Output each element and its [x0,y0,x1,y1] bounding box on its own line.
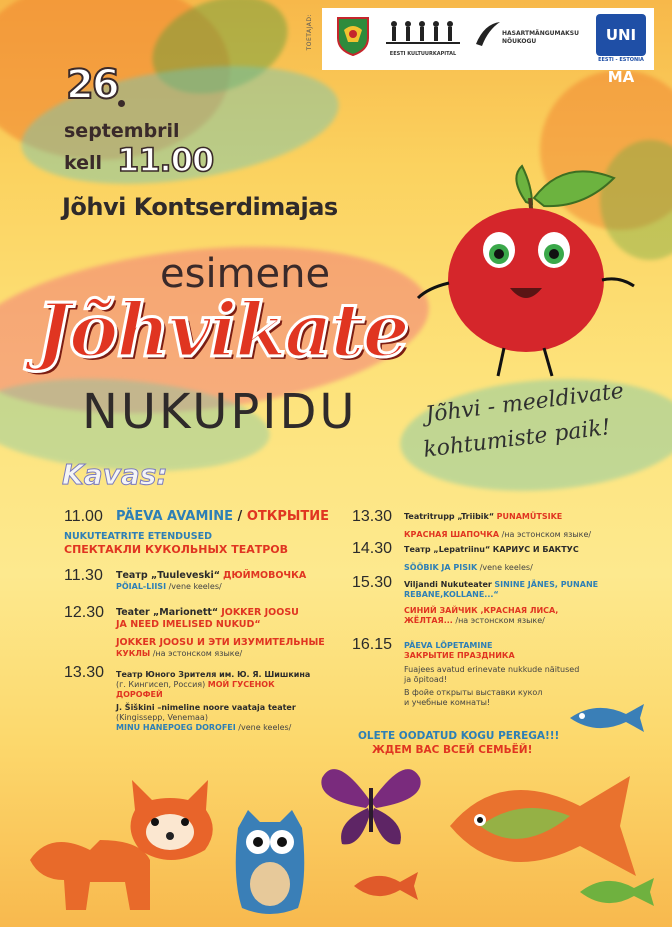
language-note: /vene keeles/ [477,563,533,572]
kultuurkapital-text: EESTI KULTUURKAPITAL [389,51,457,57]
show-ru-line1: СИНИЙ ЗАЙЧИК ,КРАСНАЯ ЛИСА, [404,606,559,615]
johvi-crest-logo [336,16,370,56]
program-time: 12.30 [64,604,105,621]
opening-et: PÄEVA AVAMINE [116,509,233,524]
language-note: /на эстонском языке/ [499,530,592,539]
program-entry-closing [404,641,644,708]
closing-ru: ЗАКРЫТИЕ ПРАЗДНИКА [404,651,515,660]
hasart-swoosh-icon [474,20,502,48]
kultuurkapital-figures-icon [386,18,460,50]
fish-illustration-large-icon [440,766,650,886]
owl-illustration-icon [230,808,310,918]
exhibition-et-line2: ja õpitoad! [404,675,448,684]
show-ru-line2: ДОРОФЕЙ [116,690,163,699]
program-entry-shishkin [116,670,356,733]
closing-et: PÄEVA LÕPETAMINE [404,641,493,650]
exhibition-ru-line2: и учебные комнаты! [404,698,491,707]
program-entry-performances [64,531,354,557]
sponsor-label: TOETAJAD: [306,14,313,51]
program-entry-opening [116,509,356,524]
event-venue: Jõhvi Kontserdimajas [62,193,338,221]
performances-et: NUKUTEATRITE ETENDUSED [64,531,212,542]
program-time: 11.00 [64,508,103,525]
theatre-name: Teatritrupp „Triibik“ [404,512,495,521]
language-note: /vene keeles/ [166,582,222,591]
show-ru-line1: МОЙ ГУСЕНОК [207,680,275,689]
program-entry-lepatriinu [404,545,644,573]
fish-illustration-bottom-left-icon [350,868,420,904]
event-day-dot [118,100,125,107]
kultuurkapital-logo [386,18,460,58]
event-month: septembril [64,120,180,142]
opening-separator: / [233,509,247,524]
program-time: 14.30 [352,540,393,557]
show-et-line1: SININE JÄNES, PUNANE [494,580,599,589]
program-entry-marionett [116,607,356,659]
show-et-line2: JA NEED IMELISED NUKUD“ [116,619,261,630]
fish-illustration-small-icon [566,700,646,736]
kavas-heading: Kavas: [62,458,168,491]
program-entry-tuuleveski [116,570,356,592]
theatre-name: Viljandi Nukuteater [404,580,492,589]
title-nukupidu: NUKUPIDU [82,384,358,440]
show-ru-line2: ЖЁЛТАЯ... [404,616,453,625]
theatre-name: Театр „Tuuleveski“ [116,570,220,581]
unima-badge: UNI MA [596,14,646,56]
welcome-et: OLETE OODATUD KOGU PEREGA!!! [358,730,560,742]
program-time: 13.30 [352,508,393,525]
event-kell: kell [64,152,103,174]
show-et: SÖÖBIK JA PISIK [404,563,478,572]
program-time: 13.30 [64,664,105,681]
show-ru-line1: JOKKER JOOSU И ЭТИ ИЗУМИТЕЛЬНЫЕ [116,637,325,648]
show-ru: КАРИУС И БАКТУС [492,545,579,554]
language-note: /vene keeles/ [235,723,292,732]
theatre-name-ru: Театр Юного Зрителя им. Ю. Я. Шишкина [116,670,311,679]
hasart-logo [474,20,584,54]
show-et: PUNAMÜTSIKE [496,512,563,521]
butterfly-illustration-icon [316,752,426,852]
hasart-line1: HASARTMÄNGUMAKSU [502,30,579,37]
event-time: 11.00 [117,141,214,179]
program-time: 11.30 [64,567,103,584]
show-ru: КРАСНАЯ ШАПОЧКА [404,530,500,539]
welcome-ru: ЖДЕМ ВАС ВСЕЙ СЕМЬЁЙ! [372,744,533,756]
opening-ru: ОТКРЫТИЕ [246,509,329,524]
program-time: 15.30 [352,574,393,591]
program-time: 16.15 [352,636,393,653]
city-ru: (г. Кингисеп, Россия) [116,680,206,689]
title-johvikate: Jõhvikate [36,288,408,374]
cranberry-mascot-icon [414,158,644,388]
language-note: /на эстонском языке/ [452,616,545,625]
show-et-line2: REBANE,KOLLANE...“ [404,590,499,599]
show-et: MINU HANEPOEG DOROFEI [116,723,236,732]
program-entry-viljandi [404,580,644,626]
show-et-line1: JOKKER JOOSU [221,607,299,618]
show-ru: ДЮЙМОВОЧКА [223,570,307,581]
unima-caption: EESTI - ESTONIA [598,57,644,63]
exhibition-et-line1: Fuajees avatud erinevate nukkude näitused [404,665,580,674]
show-ru-line2: КУКЛЫ [116,649,151,658]
fish-illustration-bottom-right-icon [576,872,656,912]
slogan-line2: kohtumiste paik! [422,415,612,463]
show-et: PÖIAL-LIISI [116,582,167,591]
theatre-name: Театр „Lepatriinu“ [404,545,491,554]
theatre-name: Teater „Marionett“ [116,607,219,618]
performances-ru: СПЕКТАКЛИ КУКОЛЬНЫХ ТЕАТРОВ [64,543,289,556]
event-day: 26 [66,62,118,108]
title-esimene: esimene [160,251,331,297]
city-et: (Kingissepp, Venemaa) [116,713,208,722]
theatre-name-et: J. Šiškini –nimeline noore vaataja teater [116,703,296,712]
language-note: /на эстонском языке/ [150,649,243,658]
slogan-line1: Jõhvi - meeldivate [424,378,626,428]
unima-logo [592,14,650,86]
fox-illustration-icon [20,770,240,920]
exhibition-ru-line1: В фойе открыты выставки кукол [404,688,543,697]
hasart-line2: NÕUKOGU [502,38,537,45]
program-entry-triibik [404,512,644,540]
hasart-text [502,30,579,46]
